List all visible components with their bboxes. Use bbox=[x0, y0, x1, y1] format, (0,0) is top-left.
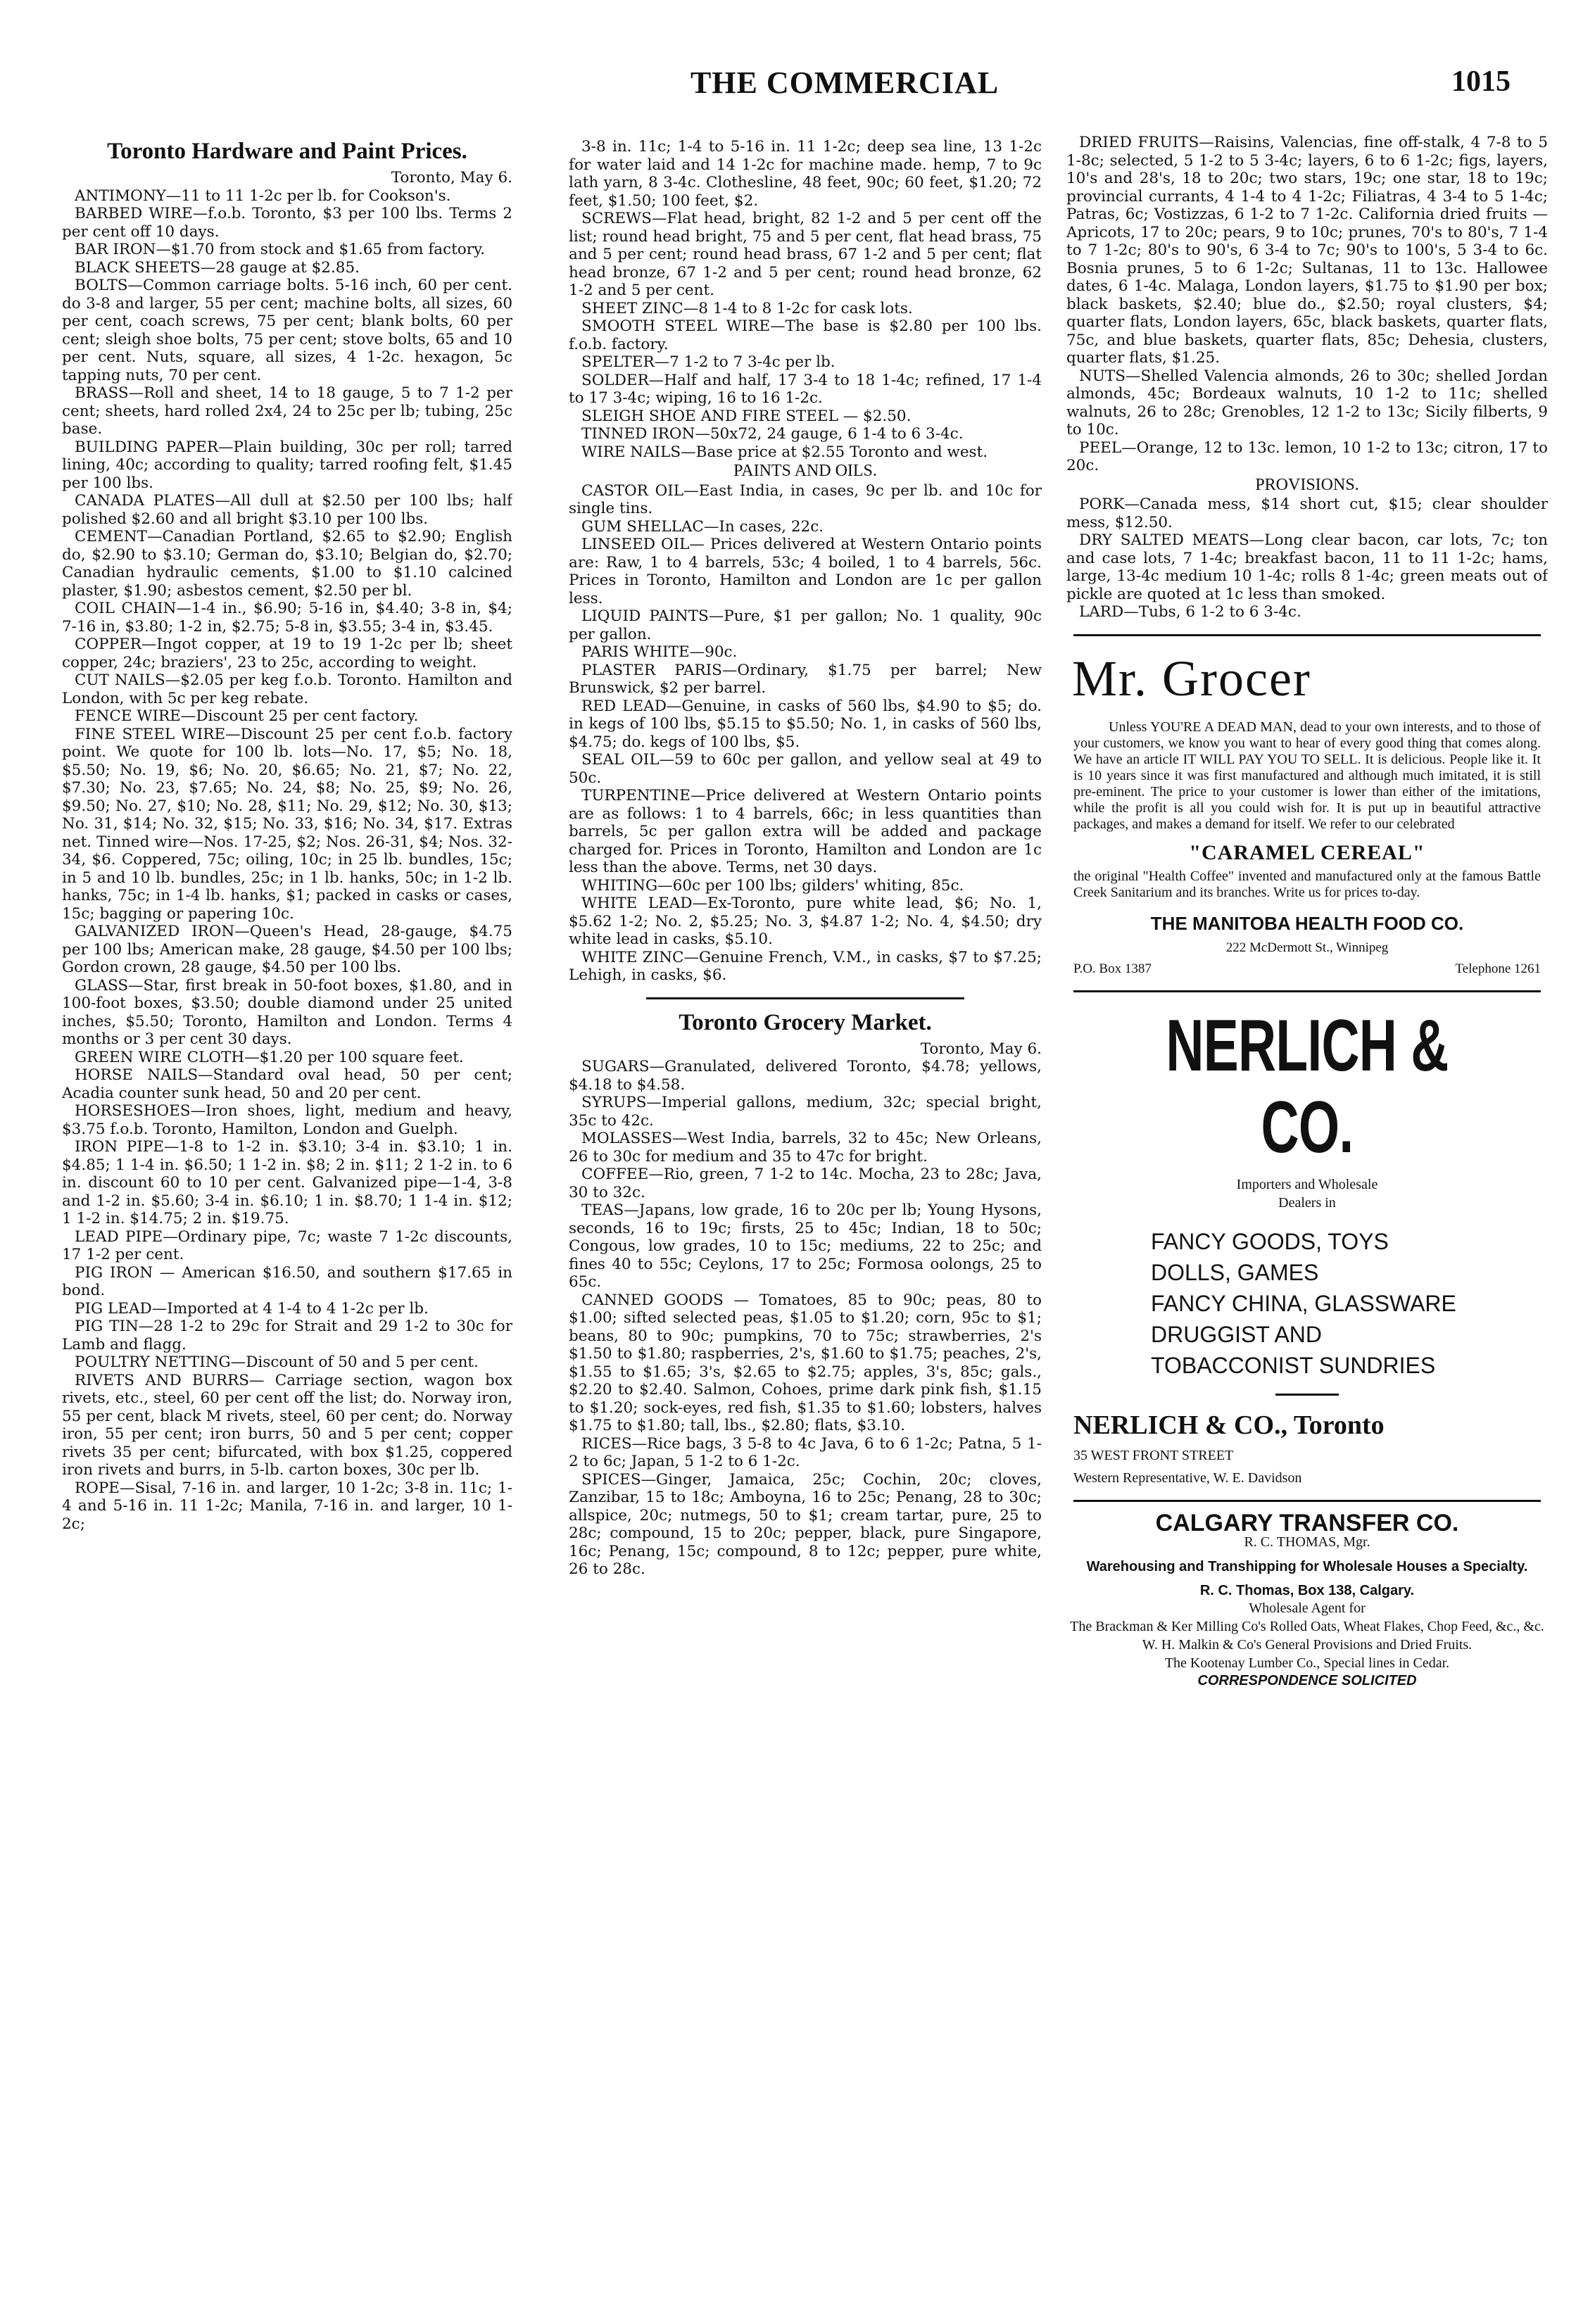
dateline: Toronto, May 6. bbox=[391, 169, 512, 187]
price-entry: SHEET ZINC—8 1-4 to 8 1-2c for cask lots. bbox=[581, 299, 913, 317]
price-entry: GUM SHELLAC—In cases, 22c. bbox=[581, 517, 824, 536]
ad-nerlich-title: NERLICH & CO. bbox=[1166, 1005, 1449, 1168]
price-entry: PIG LEAD—Imported at 4 1-4 to 4 1-2c per lb. bbox=[75, 1299, 429, 1318]
page-number: 1015 bbox=[1451, 65, 1511, 98]
price-entry: 3-8 in. 11c; 1-4 to 5-16 in. 11 1-2c; deep sea line, 13 1-2c for water laid and 14 1-2c for machine made. hemp, 7 to 9c lath yarn, 8 3-4c. Clothesline, 48 feet, 90c; 60 feet, $1.20; 72 feet, $1.50; 100 feet, $2. bbox=[569, 138, 1042, 210]
price-entry: SEAL OIL—59 to 60c per gallon, and yellow seal at 49 to 50c. bbox=[569, 751, 1042, 787]
ad-nerlich-rep: Western Representative, W. E. Davidson bbox=[1073, 1470, 1302, 1486]
price-entry: GALVANIZED IRON—Queen's Head, 28-gauge, $4.75 per 100 lbs; American make, 28 gauge, $4.50 per 100 lbs; Gordon crown, 28 gauge, $4.50 per 100 lbs. bbox=[62, 923, 512, 976]
price-entry: NUTS—Shelled Valencia almonds, 26 to 30c; shelled Jordan almonds, 45c; Bordeaux walnuts, 10 1-2 to 11c; shelled walnuts, 26 to 28c; Grenobles, 12 1-2 to 13c; Sicily filberts, 9 to 10c. bbox=[1066, 367, 1548, 438]
price-entry: TEAS—Japans, low grade, 16 to 20c per lb; Young Hysons, seconds, 16 to 19c; firsts, 25 to 45c; Indian, 18 to 50c; Congous, low grades, 10 to 15c; mediums, 22 to 25c; and fines 40 to 55c; Ceylons, 17 to 25c; Formosa oolongs, 25 to 65c. bbox=[569, 1201, 1042, 1291]
ad-calgary-line1: Warehousing and Transhipping for Wholesale Houses a Specialty. bbox=[1086, 1558, 1528, 1574]
price-entry: FINE STEEL WIRE—Discount 25 per cent f.o.b. factory point. We quote for 100 lb. lots—No. 17, $5; No. 18, $5.50; No. 19, $6; No. 20, $6.65; No. 21, $7; No. 22, $7.30; No. 23, $7.65; No. 24, $8; No. 25, $9; No. 26, $9.50; No. 27, $10; No. 28, $11; No. 29, $12; No. 30, $13; No. 31, $14; No. 32, $15; No. 33, $16; No. 34, $17. Extras net. Tinned wire—Nos. 17-25, $2; Nos. 26-31, $4; Nos. 32-34, $6. Coppered, 75c; oiling, 10c; in 25 lb. bundles, 15c; in 5 and 10 lb. bundles, 25c; in 1 lb. hanks, 50c; in 1-2 lb. hanks, 75c; in 1-4 lb. hanks, $1; packed in casks or cases, 15c; bagging or papering 10c. bbox=[62, 725, 512, 923]
price-entry: PIG TIN—28 1-2 to 29c for Strait and 29 1-2 to 30c for Lamb and flagg. bbox=[62, 1318, 512, 1353]
paints-oils-price-list bbox=[569, 482, 1042, 985]
ad-nerlich-address: 35 WEST FRONT STREET bbox=[1073, 1448, 1234, 1463]
price-entry: MOLASSES—West India, barrels, 32 to 45c; New Orleans, 26 to 30c for medium and 35 to 47c for bright. bbox=[569, 1130, 1042, 1166]
ad-nerlich-line2: Dealers in bbox=[1278, 1195, 1336, 1211]
column-paints-grocery bbox=[569, 138, 1042, 2275]
grocery-price-list bbox=[569, 1058, 1042, 1579]
ad-product-name: "CARAMEL CEREAL" bbox=[1189, 840, 1425, 864]
price-entry: BLACK SHEETS—28 gauge at $2.85. bbox=[75, 258, 360, 277]
provisions-price-list bbox=[1066, 495, 1548, 621]
ad-calgary-transfer bbox=[1066, 1510, 1548, 1689]
price-entry: SYRUPS—Imperial gallons, medium, 32c; special bright, 35c to 42c. bbox=[569, 1094, 1042, 1130]
column-hardware-prices bbox=[62, 138, 512, 2275]
price-entry: SMOOTH STEEL WIRE—The base is $2.80 per 100 lbs. f.o.b. factory. bbox=[569, 317, 1042, 353]
ad-divider bbox=[1275, 1394, 1339, 1396]
price-entry: BAR IRON—$1.70 from stock and $1.65 from factory. bbox=[75, 241, 486, 258]
ad-company-name: THE MANITOBA HEALTH FOOD CO. bbox=[1150, 913, 1464, 934]
price-entry: SLEIGH SHOE AND FIRE STEEL — $2.50. bbox=[581, 407, 912, 425]
goods-line: FANCY CHINA, GLASSWARE bbox=[1151, 1291, 1456, 1316]
price-entry: GREEN WIRE CLOTH—$1.20 per 100 square feet. bbox=[75, 1048, 464, 1066]
section-heading-grocery: Toronto Grocery Market. bbox=[679, 1009, 932, 1035]
price-entry: SUGARS—Granulated, delivered Toronto, $4.78; yellows, $4.18 to $4.58. bbox=[569, 1058, 1042, 1094]
ad-nerlich bbox=[1066, 1005, 1548, 1502]
price-entry: LEAD PIPE—Ordinary pipe, 7c; waste 7 1-2c discounts, 17 1-2 per cent. bbox=[62, 1227, 512, 1263]
ad-mr-grocer bbox=[1066, 634, 1548, 993]
price-entry: FENCE WIRE—Discount 25 per cent factory. bbox=[75, 707, 419, 725]
price-entry: SCREWS—Flat head, bright, 82 1-2 and 5 per cent off the list; round head bright, 75 and 5 per cent, flat head brass, 75 and 5 per cent; round head brass, 67 1-2 and 5 per cent; flat head bronze, 67 1-2 and 5 per cent; round head bronze, 62 1-2 and 5 per cent. bbox=[569, 210, 1042, 299]
price-entry: PLASTER PARIS—Ordinary, $1.75 per barrel; New Brunswick, $2 per barrel. bbox=[569, 661, 1042, 697]
price-entry: SPELTER—7 1-2 to 7 3-4c per lb. bbox=[581, 353, 836, 371]
ad-border-top bbox=[1073, 634, 1541, 636]
price-entry: TURPENTINE—Price delivered at Western Ontario points are as follows: 1 to 4 barrels, 66c; in less quantities than barrels, 5c per gallon extra will be added and package charged for. Prices in Toronto, Hamilton and London are 1c less than the above. Terms, net 30 days. bbox=[569, 787, 1042, 876]
price-entry: LINSEED OIL— Prices delivered at Western Ontario points are: Raw, 1 to 4 barrels, 53c; 4 boiled, 1 to 4 barrels, 56c. Prices in Toronto, Hamilton and London are 1c per gallon less. bbox=[569, 536, 1042, 607]
ad-po-box: P.O. Box 1387 bbox=[1073, 961, 1152, 976]
price-entry: POULTRY NETTING—Discount of 50 and 5 per cent. bbox=[75, 1353, 479, 1371]
price-entry: WHITE ZINC—Genuine French, V.M., in casks, $7 to $7.25; Lehigh, in casks, $6. bbox=[569, 948, 1042, 984]
price-entry: RED LEAD—Genuine, in casks of 560 lbs, $4.90 to $5; do. in kegs of 100 lbs, $5.15 to $5.50; No. 1, in casks of 560 lbs, $4.75; do. kegs of 100 lbs, $5. bbox=[569, 697, 1042, 751]
goods-line: TOBACCONIST SUNDRIES bbox=[1151, 1353, 1436, 1378]
ad-telephone: Telephone 1261 bbox=[1455, 961, 1541, 976]
price-entry: RICES—Rice bags, 3 5-8 to 4c Java, 6 to 6 1-2c; Patna, 5 1-2 to 6c; Japan, 5 1-2 to 6 1-2c. bbox=[569, 1434, 1042, 1470]
price-entry: PIG IRON — American $16.50, and southern $17.65 in bond. bbox=[62, 1263, 512, 1299]
price-entry: RIVETS AND BURRS— Carriage section, wagon box rivets, etc., steel, 60 per cent off the list; do. Norway iron, 55 per cent, black M rivets, steel, 60 per cent; do. Norway iron, 55 per cent; iron burrs, 50 and 5 per cent; copper rivets 35 per cent; bifurcated, with box $1.25, coppered iron rivets and burrs, in 5-lb. carton boxes, 30c per lb. bbox=[62, 1371, 512, 1479]
publication-title: THE COMMERCIAL bbox=[690, 65, 1000, 100]
price-entry: BUILDING PAPER—Plain building, 30c per roll; tarred lining, 40c; according to quality; tarred roofing felt, $1.45 per 100 lbs. bbox=[62, 438, 512, 492]
price-entry: WIRE NAILS—Base price at $2.55 Toronto and west. bbox=[581, 443, 988, 461]
price-entry: COPPER—Ingot copper, at 19 to 19 1-2c per lb; sheet copper, 24c; braziers', 23 to 25c, according to weight. bbox=[62, 636, 512, 671]
ad-nerlich-goods bbox=[1151, 1226, 1548, 1381]
price-entry: PEEL—Orange, 12 to 13c. lemon, 10 1-2 to 13c; citron, 17 to 20c. bbox=[1066, 438, 1548, 474]
price-entry: IRON PIPE—1-8 to 1-2 in. $3.10; 3-4 in. $3.10; 1 in. $4.85; 1 1-4 in. $6.50; 1 1-2 in. $8; 2 in. $11; 2 1-2 in. to 6 in. discount 60 to 10 per cent. Galvanized pipe—1-4, 3-8 and 1-2 in. $5.60; 3-4 in. $6.10; 1 in. $8.70; 1 1-4 in. $12; 1 1-2 in. $14.75; 2 in. $19.75. bbox=[62, 1138, 512, 1227]
price-entry: COFFEE—Rio, green, 7 1-2 to 14c. Mocha, 23 to 28c; Java, 30 to 32c. bbox=[569, 1166, 1042, 1201]
section-divider bbox=[646, 997, 964, 999]
hardware-price-list-cont bbox=[569, 138, 1042, 461]
ad-calgary-line5: W. H. Malkin & Co's General Provisions and Dried Fruits. bbox=[1142, 1636, 1473, 1653]
ad-border-bottom bbox=[1073, 1500, 1541, 1502]
price-entry: WHITE LEAD—Ex-Toronto, pure white lead, $6; No. 1, $5.62 1-2; No. 2, $5.25; No. 3, $4.87 1-2; No. 4, $4.50; dry white lead in casks, $5.10. bbox=[569, 895, 1042, 948]
ad-calgary-title: CALGARY TRANSFER CO. bbox=[1155, 1510, 1459, 1536]
price-entry: DRY SALTED MEATS—Long clear bacon, car lots, 7c; ton and case lots, 7 1-4c; breakfast bacon, 11 to 11 1-2c; hams, large, 13-4c medium 10 1-4c; rolls 8 1-4c; green meats out of pickle are quoted at 1c less than smoked. bbox=[1066, 531, 1548, 603]
ad-border-bottom bbox=[1073, 990, 1541, 992]
price-entry: LIQUID PAINTS—Pure, $1 per gallon; No. 1 quality, 90c per gallon. bbox=[569, 607, 1042, 643]
price-entry: CEMENT—Canadian Portland, $2.65 to $2.90; English do, $2.90 to $3.10; German do, $3.10; Belgian do, $2.70; Canadian hydraulic cements, $1.00 to $1.10 calcined plaster, $1.90; asbestos cement, $2.50 per bl. bbox=[62, 528, 512, 600]
price-entry: ROPE—Sisal, 7-16 in. and larger, 10 1-2c; 3-8 in. 11c; 1-4 and 5-16 in. 11 1-2c; Manila, 7-16 in. and larger, 10 1-2c; bbox=[62, 1479, 512, 1533]
ad-calgary-line7: CORRESPONDENCE SOLICITED bbox=[1197, 1672, 1417, 1688]
ad-calgary-line3: Wholesale Agent for bbox=[1249, 1600, 1366, 1616]
price-entry: BARBED WIRE—f.o.b. Toronto, $3 per 100 lbs. Terms 2 per cent off 10 days. bbox=[62, 205, 512, 241]
price-entry: LARD—Tubs, 6 1-2 to 6 3-4c. bbox=[1079, 603, 1301, 621]
price-entry: SOLDER—Half and half, 17 3-4 to 18 1-4c; refined, 17 1-4 to 17 3-4c; wiping, 16 to 16 1-2c. bbox=[569, 371, 1042, 407]
ad-address: 222 McDermott St., Winnipeg bbox=[1225, 940, 1389, 955]
subheading-provisions: PROVISIONS. bbox=[1255, 475, 1359, 494]
goods-line: DOLLS, GAMES bbox=[1151, 1260, 1319, 1285]
ad-calgary-line4: The Brackman & Ker Milling Co's Rolled Oats, Wheat Flakes, Chop Feed, &c., &c. bbox=[1070, 1618, 1544, 1634]
price-entry: GLASS—Star, first break in 50-foot boxes, $1.80, and in 100-foot boxes, $3.50; double diamond under 25 united inches, $5.50; Toronto, Hamilton and London. Terms 4 months or 3 per cent 30 days. bbox=[62, 976, 512, 1048]
goods-line: DRUGGIST AND bbox=[1151, 1322, 1322, 1347]
ad-title: Mr. Grocer bbox=[1072, 650, 1311, 707]
price-entry: ANTIMONY—11 to 11 1-2c per lb. for Cookson's. bbox=[75, 187, 451, 205]
ad-calgary-manager: R. C. THOMAS, Mgr. bbox=[1244, 1534, 1370, 1550]
price-entry: BOLTS—Common carriage bolts. 5-16 inch, 60 per cent. do 3-8 and larger, 55 per cent; machine bolts, all sizes, 60 per cent, coach screws, 75 per cent; blank bolts, 60 per cent; sleigh shoe bolts, 75 per cent; stove bolts, 65 and 10 per cent. Nuts, square, all sizes, 4 1-2c. hexagon, 5c tapping nuts, 70 per cent. bbox=[62, 277, 512, 384]
price-entry: CUT NAILS—$2.05 per keg f.o.b. Toronto. Hamilton and London, with 5c per keg rebate. bbox=[62, 671, 512, 707]
section-heading-hardware: Toronto Hardware and Paint Prices. bbox=[107, 139, 467, 164]
price-entry: HORSE NAILS—Standard oval head, 50 per cent; Acadia counter sunk head, 50 and 20 per cent. bbox=[62, 1066, 512, 1102]
price-entry: CANNED GOODS — Tomatoes, 85 to 90c; peas, 80 to $1.00; sifted selected peas, $1.05 to $1.20; corn, 95c to $1; beans, 80 to 90c; pumpkins, 70 to 75c; strawberries, 2's $1.50 to $1.80; raspberries, 2's, $1.60 to $1.75; peaches, 2's, $1.55 to $1.65; 3's, $2.65 to $2.75; apples, 3's, 85c; gals., $2.20 to $2.40. Salmon, Cohoes, prime dark pink fish, $1.15 to $1.20; sock-eyes, red fish, $1.35 to $1.60; lobsters, halves $1.75 to $1.80; tall, lbs., $2.80; flats, $3.10. bbox=[569, 1291, 1042, 1434]
ad-contact-line bbox=[1073, 960, 1541, 978]
page-header bbox=[0, 65, 1595, 107]
ad-calgary-line6: The Kootenay Lumber Co., Special lines in Cedar. bbox=[1164, 1655, 1450, 1671]
price-entry: BRASS—Roll and sheet, 14 to 18 gauge, 5 to 7 1-2 per cent; sheets, hard rolled 2x4, 24 to 25c per lb; tubing, 25c base. bbox=[62, 384, 512, 438]
ad-body-2: the original "Health Coffee" invented and manufactured only at the famous Battle Creek Sanitarium and its branches. Write us for prices to-day. bbox=[1073, 869, 1541, 900]
dried-fruits-price-list bbox=[1066, 134, 1548, 475]
goods-line: FANCY GOODS, TOYS bbox=[1151, 1229, 1389, 1254]
column-fruits-ads bbox=[1066, 134, 1548, 2275]
price-entry: WHITING—60c per 100 lbs; gilders' whiting, 85c. bbox=[581, 876, 964, 895]
price-entry: HORSESHOES—Iron shoes, light, medium and heavy, $3.75 f.o.b. Toronto, Hamilton, London and Guelph. bbox=[62, 1102, 512, 1138]
price-entry: CASTOR OIL—East India, in cases, 9c per lb. and 10c for single tins. bbox=[569, 481, 1042, 517]
ad-calgary-line2: R. C. Thomas, Box 138, Calgary. bbox=[1199, 1582, 1415, 1598]
ad-body: Unless YOU'RE A DEAD MAN, dead to your own interests, and to those of your customers, we know you want to hear of every good thing that comes along. We have an article IT WILL PAY YOU TO SELL. It is delicious. People like it. It is 10 years since it was first manufactured and although much imitated, it is still pre-eminent. The price to your customer is lower than either of the imitations, while the profit is all you could wish for. It is put up in beautiful attractive packages, and makes a demand for itself. We refer to our celebrated bbox=[1073, 719, 1541, 832]
ad-nerlich-company: NERLICH & CO., Toronto bbox=[1073, 1410, 1385, 1440]
subheading-paints-oils: PAINTS AND OILS. bbox=[733, 462, 877, 480]
ad-nerlich-line1: Importers and Wholesale bbox=[1236, 1177, 1378, 1192]
price-entry: SPICES—Ginger, Jamaica, 25c; Cochin, 20c; cloves, Zanzibar, 15 to 18c; Amboyna, 16 to 25c; Penang, 28 to 30c; allspice, 20c; nutmegs, 50 to $1; cream tartar, pure, 25 to 28c; compound, 15 to 20c; pepper, black, pure Singapore, 16c; Penang, 15c; compound, 8 to 12c; pepper, pure white, 26 to 28c. bbox=[569, 1470, 1042, 1578]
price-entry: TINNED IRON—50x72, 24 gauge, 6 1-4 to 6 3-4c. bbox=[581, 425, 964, 443]
price-entry: COIL CHAIN—1-4 in., $6.90; 5-16 in, $4.40; 3-8 in, $4; 7-16 in, $3.80; 1-2 in, $2.75; 5-8 in, $3.55; 3-4 in, $3.45. bbox=[62, 600, 512, 636]
price-entry: CANADA PLATES—All dull at $2.50 per 100 lbs; half polished $2.60 and all bright $3.10 per 100 lbs. bbox=[62, 492, 512, 528]
price-entry: PARIS WHITE—90c. bbox=[581, 643, 738, 661]
price-entry: PORK—Canada mess, $14 short cut, $15; clear shoulder mess, $12.50. bbox=[1066, 495, 1548, 531]
grocery-dateline: Toronto, May 6. bbox=[920, 1040, 1042, 1058]
hardware-price-list bbox=[62, 187, 512, 1534]
price-entry: DRIED FRUITS—Raisins, Valencias, fine off-stalk, 4 7-8 to 5 1-8c; selected, 5 1-2 to 5 3-4c; layers, 6 to 6 1-2c; figs, layers, 10's and 28's, 18 to 20c; two stars, 19c; one star, 18 to 19c; provincial currants, 4 1-4 to 4 1-2c; Filiatras, 4 3-4 to 5 1-4c; Patras, 6c; Vostizzas, 6 1-2 to 7 1-2c. California dried fruits —Apricots, 17 to 20c; pears, 9 to 10c; prunes, 70's to 80's, 7 1-4 to 7 1-2c; 80's to 90's, 6 3-4 to 7c; 90's to 100's, 5 3-4 to 6c. Bosnia prunes, 5 to 6 1-2c; Sultanas, 11 to 13c. Hallowee dates, 6 1-4c. Malaga, London layers, $1.75 to $1.90 per box; black baskets, $2.40; blue do., $2.50; royal clusters, $4; quarter flats, London layers, 65c, black baskets, quarter flats, 75c, and blue baskets, quarter flats, 85c; Dehesia, clusters, quarter flats, $1.25. bbox=[1066, 134, 1548, 367]
